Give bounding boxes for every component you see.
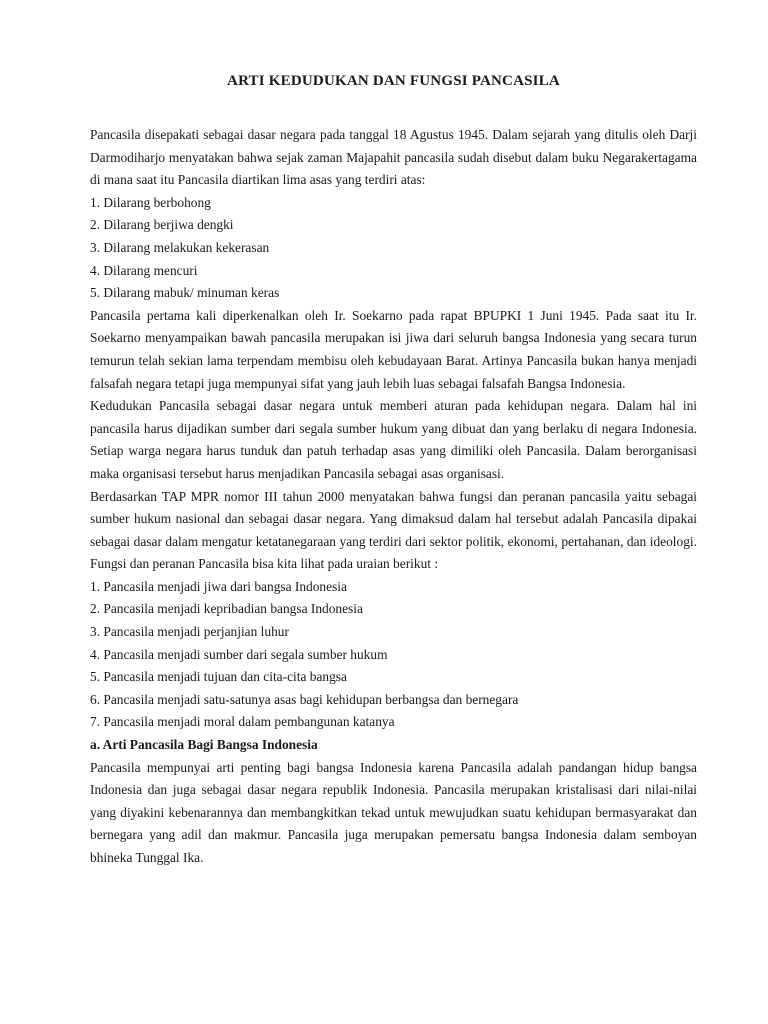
list-item: 2. Dilarang berjiwa dengki bbox=[90, 217, 234, 233]
section-a-heading: a. Arti Pancasila Bagi Bangsa Indonesia bbox=[90, 737, 318, 753]
paragraph-section-a: Pancasila mempunyai arti penting bagi bangsa Indonesia karena Pancasila adalah pandangan hidup bangsa Indonesia dan juga sebagai dasar negara republik Indonesia. Pancasila merupakan kristalisasi dari nilai-nilai yang diyakini kebenarannya dan membangkitkan tekad untuk mewujudkan suatu kehidupan bermasyarakat dan bernegara yang adil dan makmur. Pancasila juga merupakan pemersatu bangsa Indonesia dalam semboyan bhineka Tunggal Ika. bbox=[90, 759, 697, 865]
paragraph-soekarno: Pancasila pertama kali diperkenalkan oleh Ir. Soekarno pada rapat BPUPKI 1 Juni 1945. Pada saat itu Ir. Soekarno menyampaikan bawah pancasila merupakan isi jiwa dari seluruh bangsa Indonesia yang secara turun temurun telah sekian lama terpendam membisu oleh kebudayaan Barat. Artinya Pancasila bukan hanya menjadi falsafah negara tetapi juga mempunyai sifat yang jauh lebih luas sebagai falsafah Bangsa Indonesia. bbox=[90, 307, 697, 391]
list-item: 4. Pancasila menjadi sumber dari segala sumber hukum bbox=[90, 646, 388, 662]
list-item: 3. Pancasila menjadi perjanjian luhur bbox=[90, 624, 289, 640]
list-item: 6. Pancasila menjadi satu-satunya asas bagi kehidupan berbangsa dan bernegara bbox=[90, 691, 519, 707]
asas-list bbox=[90, 192, 697, 305]
list-item: 7. Pancasila menjadi moral dalam pembangunan katanya bbox=[90, 714, 395, 730]
list-item: 3. Dilarang melakukan kekerasan bbox=[90, 239, 270, 255]
paragraph-tap-mpr: Berdasarkan TAP MPR nomor III tahun 2000 menyatakan bahwa fungsi dan peranan pancasila yaitu sebagai sumber hukum nasional dan sebagai dasar negara. Yang dimaksud dalam hal tersebut adalah Pancasila dipakai sebagai dasar dalam mengatur ketatanegaraan yang terdiri dari sektor politik, ekonomi, pertahanan, dan ideologi. Fungsi dan peranan Pancasila bisa kita lihat pada uraian berikut : bbox=[90, 488, 697, 572]
list-item: 5. Pancasila menjadi tujuan dan cita-cita bangsa bbox=[90, 669, 347, 685]
list-item: 2. Pancasila menjadi kepribadian bangsa Indonesia bbox=[90, 601, 363, 617]
document-page bbox=[90, 70, 697, 870]
list-item: 5. Dilarang mabuk/ minuman keras bbox=[90, 285, 280, 301]
list-item: 1. Dilarang berbohong bbox=[90, 194, 211, 210]
document-title: ARTI KEDUDUKAN DAN FUNGSI PANCASILA bbox=[227, 73, 560, 89]
intro-paragraph: Pancasila disepakati sebagai dasar negara pada tanggal 18 Agustus 1945. Dalam sejarah yang ditulis oleh Darji Darmodiharjo menyatakan bahwa sejak zaman Majapahit pancasila sudah disebut dalam buku Negarakertagama di mana saat itu Pancasila diartikan lima asas yang terdiri atas: bbox=[90, 127, 697, 188]
fungsi-list bbox=[90, 576, 697, 734]
paragraph-kedudukan: Kedudukan Pancasila sebagai dasar negara untuk memberi aturan pada kehidupan negara. Dalam hal ini pancasila harus dijadikan sumber dari segala sumber hukum yang dibuat dan yang berlaku di negara Indonesia. Setiap warga negara harus tunduk dan patuh terhadap asas yang dimiliki oleh Pancasila. Dalam berorganisasi maka organisasi tersebut harus menjadikan Pancasila sebagai asas organisasi. bbox=[90, 398, 697, 481]
list-item: 1. Pancasila menjadi jiwa dari bangsa Indonesia bbox=[90, 578, 347, 594]
list-item: 4. Dilarang mencuri bbox=[90, 262, 198, 278]
